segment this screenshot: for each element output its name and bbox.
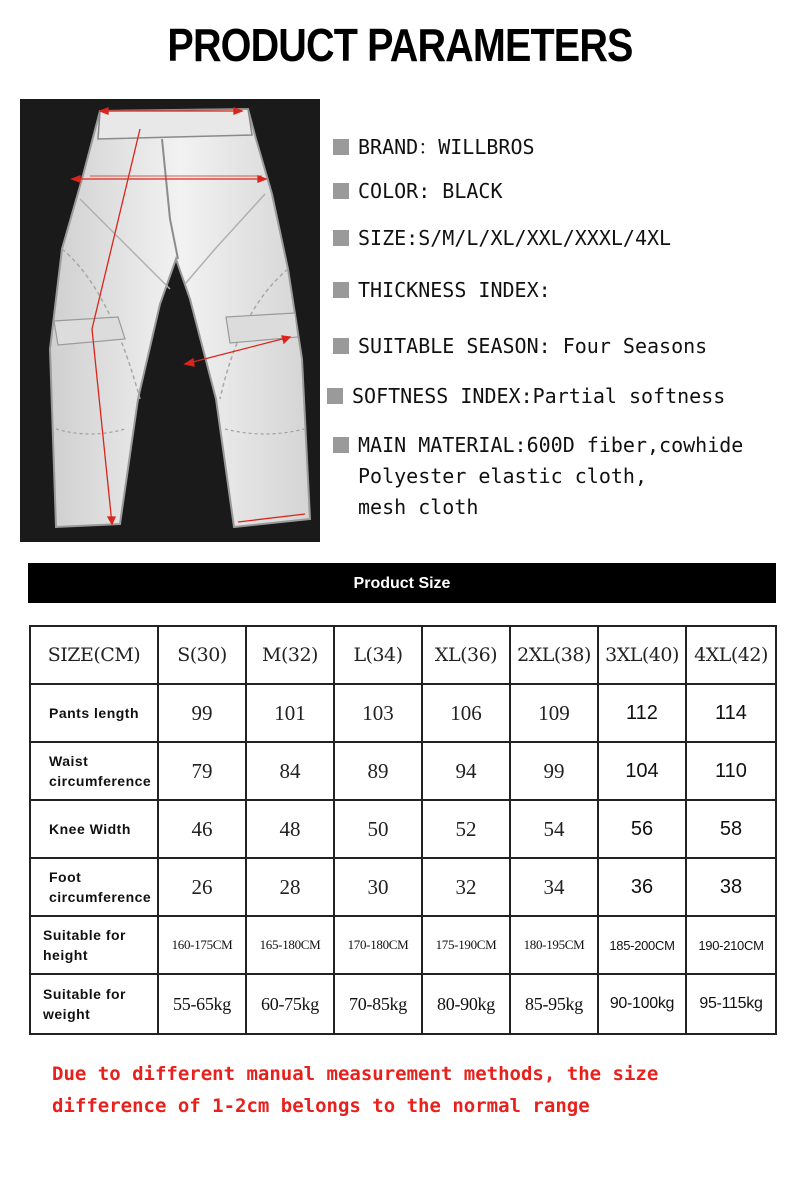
bullet-square-icon [333,437,349,453]
table-cell: 165-180CM [246,916,334,974]
table-cell: 170-180CM [334,916,422,974]
table-cell: 60-75kg [246,974,334,1034]
table-cell: 103 [334,684,422,742]
table-cell: 175-190CM [422,916,510,974]
measurement-note: Due to different manual measurement methods, the size difference of 1-2cm belongs to the normal range [52,1063,659,1117]
table-row [30,858,776,916]
param-brand: BRAND：WILLBROS [333,131,535,160]
table-cell: 70-85kg [334,974,422,1034]
header-cell: 3XL(40) [598,626,686,684]
row-label: Suitable for height [30,916,158,974]
table-cell: 56 [598,800,686,858]
table-row [30,800,776,858]
table-cell: 101 [246,684,334,742]
material-line-3: mesh cloth [358,495,479,519]
table-cell: 94 [422,742,510,800]
bullet-square-icon [333,183,349,199]
header-cell: M(32) [246,626,334,684]
page-title: PRODUCT PARAMETERS [167,19,633,71]
param-material: MAIN MATERIAL:600D fiber,cowhide Polyester elastic cloth, mesh cloth [333,433,743,519]
row-label: Knee Width [30,800,158,858]
table-cell: 80-90kg [422,974,510,1034]
table-header-row [30,626,776,684]
bullet-square-icon [333,282,349,298]
table-row [30,684,776,742]
table-cell: 84 [246,742,334,800]
table-row [30,742,776,800]
table-cell: 79 [158,742,246,800]
table-cell: 89 [334,742,422,800]
bullet-square-icon [333,139,349,155]
table-cell: 114 [686,684,776,742]
table-cell: 110 [686,742,776,800]
table-cell: 95-115kg [686,974,776,1034]
table-cell: 109 [510,684,598,742]
header-cell: SIZE(CM) [30,626,158,684]
table-cell: 48 [246,800,334,858]
param-thickness: THICKNESS INDEX: [333,278,551,302]
table-cell: 85-95kg [510,974,598,1034]
table-cell: 34 [510,858,598,916]
param-size: SIZE:S/M/L/XL/XXL/XXXL/4XL [333,226,671,250]
header-cell: XL(36) [422,626,510,684]
header-cell: 4XL(42) [686,626,776,684]
bullet-square-icon [333,338,349,354]
table-cell: 99 [158,684,246,742]
table-cell: 50 [334,800,422,858]
row-label: Suitable for weight [30,974,158,1034]
table-cell: 99 [510,742,598,800]
param-softness: SOFTNESS INDEX:Partial softness [327,384,725,408]
header-cell: L(34) [334,626,422,684]
table-cell: 58 [686,800,776,858]
param-color: COLOR: BLACK [333,179,503,203]
table-cell: 54 [510,800,598,858]
pants-product-image [20,99,320,542]
table-row [30,974,776,1034]
table-cell: 38 [686,858,776,916]
product-size-banner: Product Size [28,563,776,603]
table-cell: 180-195CM [510,916,598,974]
table-cell: 30 [334,858,422,916]
table-cell: 55-65kg [158,974,246,1034]
pants-illustration [20,99,320,542]
table-cell: 36 [598,858,686,916]
table-cell: 104 [598,742,686,800]
row-label: Waist circumference [30,742,158,800]
bullet-square-icon [327,388,343,404]
table-cell: 46 [158,800,246,858]
param-season: SUITABLE SEASON: Four Seasons [333,334,707,358]
table-cell: 106 [422,684,510,742]
row-label: Pants length [30,684,158,742]
table-cell: 28 [246,858,334,916]
table-cell: 90-100kg [598,974,686,1034]
table-cell: 160-175CM [158,916,246,974]
table-cell: 185-200CM [598,916,686,974]
table-cell: 112 [598,684,686,742]
size-table [29,625,777,1035]
row-label: Foot circumference [30,858,158,916]
header-cell: S(30) [158,626,246,684]
bullet-square-icon [333,230,349,246]
table-cell: 26 [158,858,246,916]
material-line-2: Polyester elastic cloth, [358,464,647,488]
header-cell: 2XL(38) [510,626,598,684]
table-cell: 52 [422,800,510,858]
table-cell: 32 [422,858,510,916]
table-row [30,916,776,974]
table-cell: 190-210CM [686,916,776,974]
